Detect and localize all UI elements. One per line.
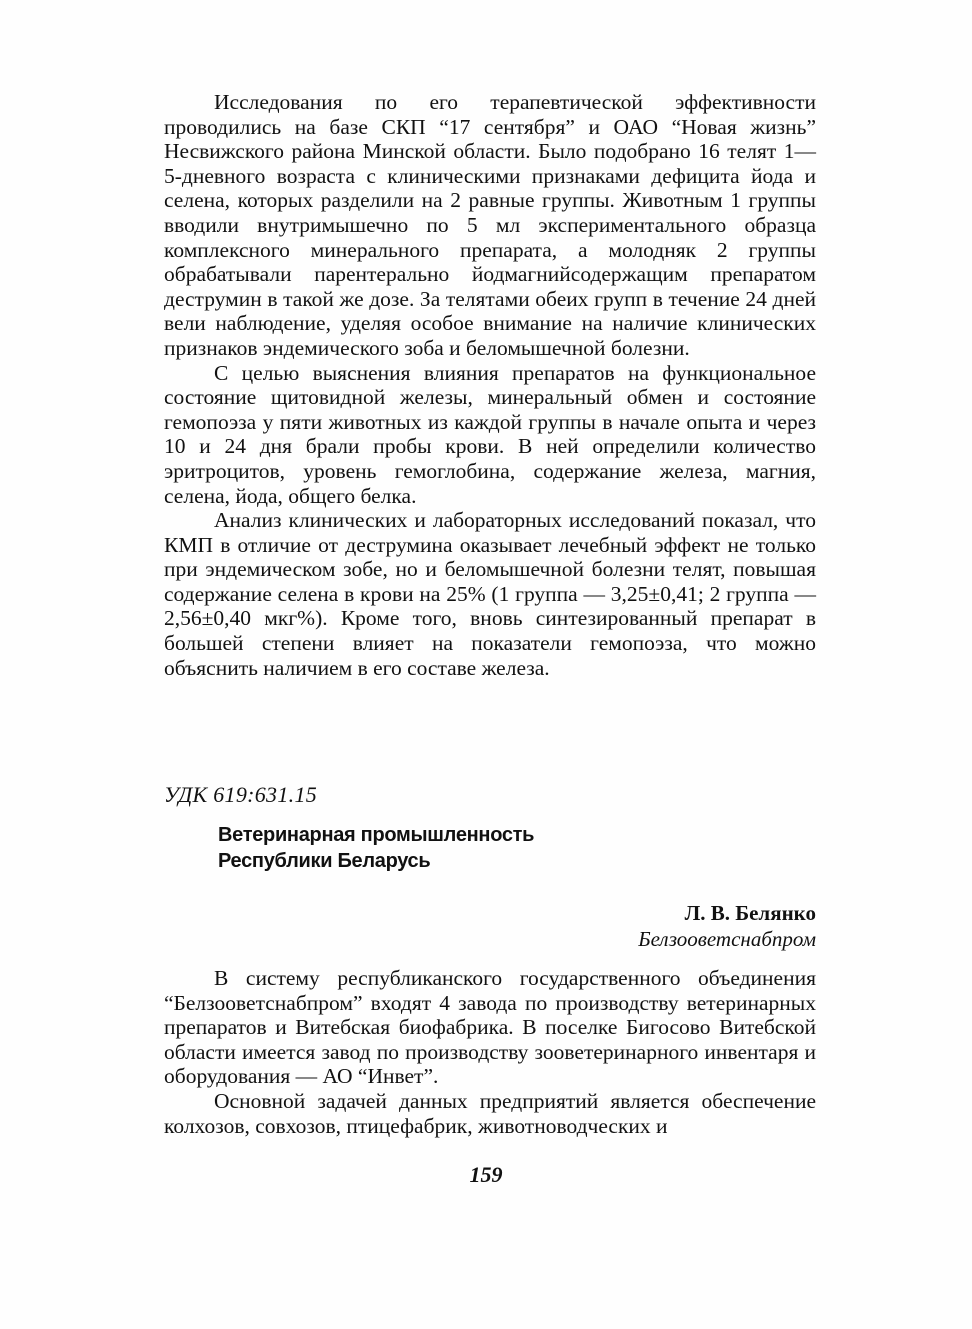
paragraph-analysis-results: Анализ клинических и лабораторных исследований показал, что КМП в отличие от деструмина оказывает лечебный эффект не только при эндемическом зобе, но и беломышечной болезни телят, повышая содержание селена в крови на 25% (1 группа — 3,25±0,41; 2 группа — 2,56±0,40 мкг%). Кроме того, вновь синтезированный препарат в большей степени влияет на показатели гемопоэза, что можно объяснить наличием в его составе железа. bbox=[164, 508, 816, 680]
author-name: Л. В. Белянко bbox=[684, 901, 816, 925]
paragraph-blood-sampling: С целью выяснения влияния препаратов на функциональное состояние щитовидной железы, минеральный обмен и состояние гемопоэза у пяти животных из каждой группы в начале опыта и через 10 и 24 дня брали пробы крови. В ней определили количество эритроцитов, уровень гемоглобина, содержание железа, магния, селена, йода, общего белка. bbox=[164, 360, 816, 508]
author-block bbox=[638, 900, 816, 952]
article-title-line-1: Ветеринарная промышленность bbox=[218, 824, 535, 846]
page-number: 159 bbox=[469, 1162, 503, 1187]
article-body bbox=[164, 966, 816, 1138]
author-organization: Белзооветснабпром bbox=[638, 927, 816, 951]
paragraph-association-structure: В систему республиканского государственного объединения “Белзооветснабпром” входят 4 завода по производству ветеринарных препаратов и Витебская биофабрика. В поселке Бигосово Витебской области имеется завод по производству зооветеринарного инвентаря и оборудования — АО “Инвет”. bbox=[164, 966, 816, 1089]
paragraph-main-task: Основной задачей данных предприятий является обеспечение колхозов, совхозов, птицефабрик, животноводческих и bbox=[164, 1088, 816, 1138]
previous-article-continuation bbox=[164, 90, 816, 680]
paragraph-research-setup: Исследования по его терапевтической эффективности проводились на базе СКП “17 сентября” и ОАО “Новая жизнь” Несвижского района Минской области. Было подобрано 16 телят 1—5-дневного возраста с клиническими признаками дефицита йода и селена, которых разделили на 2 равные группы. Животным 1 группы вводили внутримышечно по 5 мл экспериментального образца комплексного минерального препарата, а молодняк 2 группы обрабатывали парентерально йодмагнийсодержащим препаратом деструмин в такой же дозе. За телятами обеих групп в течение 24 дней вели наблюдение, уделяя особое внимание на наличие клинических признаков эндемического зоба и беломышечной болезни. bbox=[164, 90, 816, 360]
article-title bbox=[218, 822, 534, 874]
article-title-line-2: Республики Беларусь bbox=[218, 850, 431, 872]
udk-code: УДК 619:631.15 bbox=[164, 782, 318, 807]
